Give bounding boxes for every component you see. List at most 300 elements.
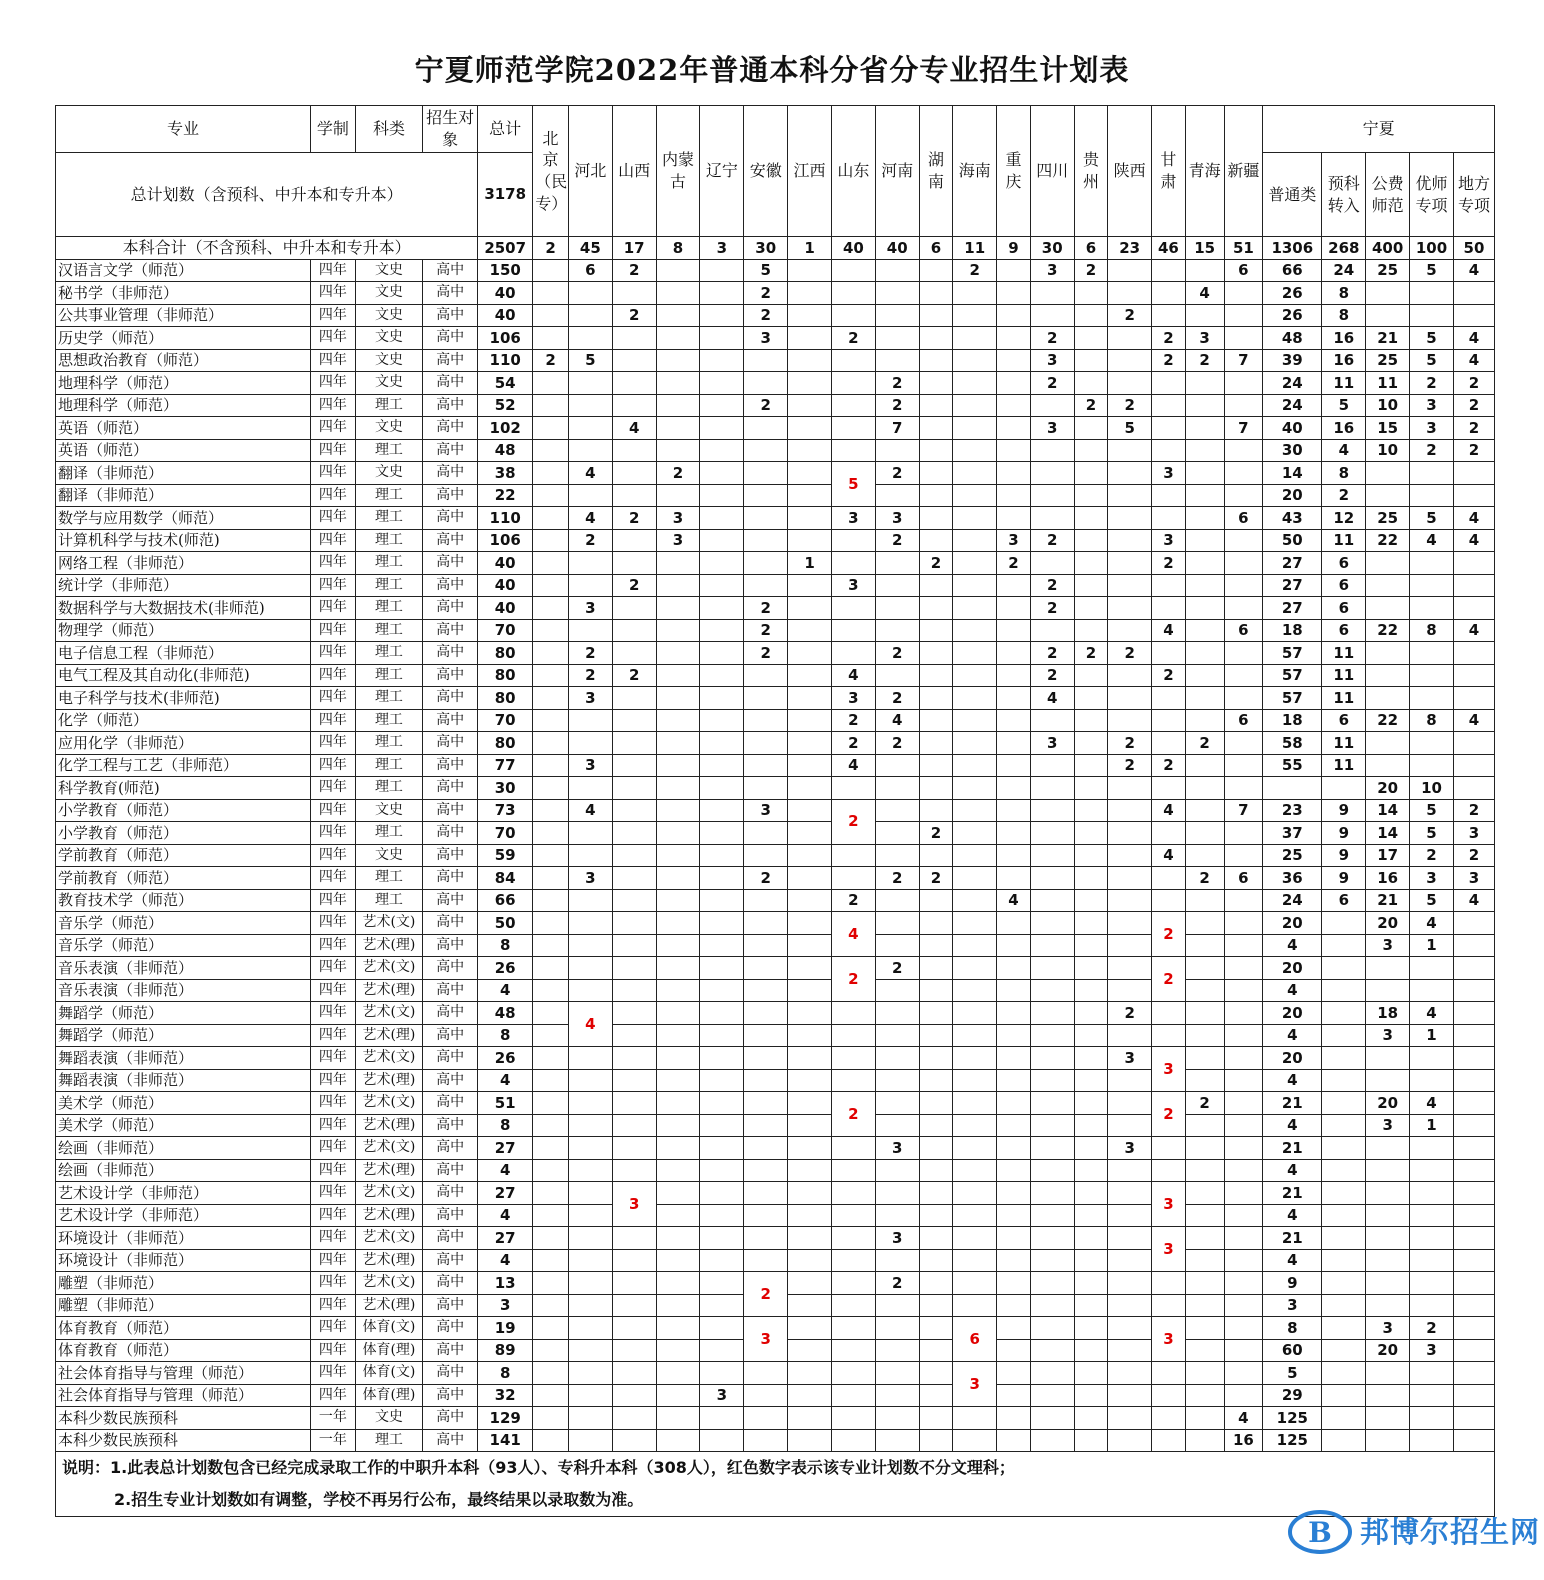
plan-value	[1030, 1092, 1074, 1115]
plan-value	[953, 417, 997, 440]
header-ningxia-sub: 优师专项	[1410, 153, 1454, 237]
plan-value	[953, 304, 997, 327]
plan-value	[1185, 259, 1224, 282]
plan-value	[744, 1227, 788, 1250]
plan-value	[875, 1317, 919, 1340]
plan-value	[612, 1249, 656, 1272]
plan-value	[875, 934, 919, 957]
plan-value: 3	[831, 574, 875, 597]
subject-category: 理工	[355, 777, 422, 800]
plan-value	[1030, 1407, 1074, 1430]
enroll-target: 高中	[423, 844, 478, 867]
plan-value	[612, 372, 656, 395]
plan-value	[1322, 1024, 1366, 1047]
study-years: 四年	[310, 979, 355, 1002]
header-ningxia-sub: 普通类	[1263, 153, 1322, 237]
plan-value	[831, 1137, 875, 1160]
plan-value	[788, 1024, 832, 1047]
plan-value	[1322, 1317, 1366, 1340]
major-name: 学前教育（师范）	[56, 867, 311, 890]
row-total: 110	[478, 349, 533, 372]
plan-value: 3	[875, 507, 919, 530]
plan-value	[533, 1429, 569, 1452]
plan-value	[919, 1317, 953, 1340]
plan-value	[831, 1272, 875, 1295]
plan-value	[1108, 1339, 1152, 1362]
plan-value: 8	[1322, 304, 1366, 327]
row-total: 27	[478, 1227, 533, 1250]
plan-value	[700, 1024, 744, 1047]
plan-value	[700, 1339, 744, 1362]
plan-value	[1224, 844, 1263, 867]
plan-value	[744, 664, 788, 687]
plan-value: 2	[1074, 259, 1108, 282]
enroll-target: 高中	[423, 1272, 478, 1295]
plan-value	[919, 912, 953, 935]
plan-value	[1152, 484, 1186, 507]
plan-value	[700, 642, 744, 665]
summary-value: 46	[1152, 237, 1186, 260]
plan-value	[875, 777, 919, 800]
plan-value	[656, 867, 700, 890]
plan-value	[1108, 327, 1152, 350]
plan-value: 7	[875, 417, 919, 440]
plan-value	[1185, 1429, 1224, 1452]
plan-value: 3	[744, 327, 788, 350]
plan-value: 4	[1410, 1092, 1454, 1115]
plan-value	[953, 1047, 997, 1070]
plan-value	[612, 327, 656, 350]
plan-value: 2	[1030, 529, 1074, 552]
plan-value: 3	[1410, 1339, 1454, 1362]
plan-value: 2	[1410, 439, 1454, 462]
plan-value: 25	[1263, 844, 1322, 867]
plan-value	[1152, 1024, 1186, 1047]
plan-value	[875, 327, 919, 350]
plan-value	[875, 889, 919, 912]
plan-value	[1224, 1249, 1263, 1272]
plan-value	[533, 642, 569, 665]
plan-value	[1074, 1384, 1108, 1407]
plan-value	[788, 754, 832, 777]
plan-value	[997, 327, 1031, 350]
plan-value	[1108, 529, 1152, 552]
row-total: 30	[478, 777, 533, 800]
plan-value	[953, 1069, 997, 1092]
plan-value	[744, 462, 788, 485]
plan-value: 4	[875, 709, 919, 732]
plan-value	[612, 709, 656, 732]
plan-value	[953, 462, 997, 485]
plan-value: 2	[612, 259, 656, 282]
major-name: 舞蹈表演（非师范）	[56, 1047, 311, 1070]
plan-value	[1074, 664, 1108, 687]
plan-value	[1185, 304, 1224, 327]
plan-value	[997, 1204, 1031, 1227]
plan-value	[788, 934, 832, 957]
plan-value	[568, 934, 612, 957]
plan-value	[1410, 574, 1454, 597]
plan-value	[875, 912, 919, 935]
plan-value	[1108, 1159, 1152, 1182]
table-row	[56, 687, 1495, 710]
plan-value: 16	[1322, 327, 1366, 350]
plan-value	[1410, 1407, 1454, 1430]
plan-value	[1366, 1182, 1410, 1205]
row-total: 51	[478, 1092, 533, 1115]
summary-value: 40	[831, 237, 875, 260]
summary-value: 6	[1074, 237, 1108, 260]
plan-value: 9	[1322, 799, 1366, 822]
plan-value	[612, 1114, 656, 1137]
plan-value	[533, 777, 569, 800]
plan-value	[875, 1339, 919, 1362]
plan-value	[612, 934, 656, 957]
plan-value: 11	[1322, 372, 1366, 395]
plan-value	[1108, 282, 1152, 305]
row-total: 40	[478, 574, 533, 597]
plan-value: 2	[612, 304, 656, 327]
plan-value	[1410, 552, 1454, 575]
plan-value	[997, 1002, 1031, 1025]
plan-value	[919, 574, 953, 597]
plan-value	[953, 1114, 997, 1137]
plan-value	[1185, 1002, 1224, 1025]
plan-value: 3	[1453, 867, 1494, 890]
header-major: 专业	[56, 106, 311, 153]
plan-value	[1453, 1339, 1494, 1362]
plan-value: 1	[1410, 1024, 1454, 1047]
row-total: 8	[478, 934, 533, 957]
plan-value	[744, 1069, 788, 1092]
enroll-target: 高中	[423, 1182, 478, 1205]
plan-value	[1453, 687, 1494, 710]
plan-value	[1224, 372, 1263, 395]
plan-value	[700, 1272, 744, 1295]
plan-value: 2	[875, 732, 919, 755]
plan-value: 4	[831, 664, 875, 687]
plan-value	[744, 1002, 788, 1025]
study-years: 四年	[310, 1317, 355, 1340]
page-title: 宁夏师范学院2022年普通本科分省分专业招生计划表	[414, 53, 1130, 87]
plan-value	[919, 709, 953, 732]
plan-value	[744, 417, 788, 440]
plan-value	[788, 1182, 832, 1205]
plan-value	[744, 1384, 788, 1407]
plan-value	[788, 822, 832, 845]
plan-value	[1074, 934, 1108, 957]
study-years: 一年	[310, 1429, 355, 1452]
plan-value	[1224, 1002, 1263, 1025]
major-name: 美术学（师范）	[56, 1114, 311, 1137]
enroll-target: 高中	[423, 1024, 478, 1047]
plan-value	[568, 732, 612, 755]
plan-value	[1224, 912, 1263, 935]
plan-value	[1410, 1047, 1454, 1070]
major-name: 化学工程与工艺（非师范）	[56, 754, 311, 777]
plan-value	[997, 777, 1031, 800]
table-row	[56, 1362, 1495, 1385]
plan-value	[1263, 777, 1322, 800]
header-province: 青海	[1185, 106, 1224, 237]
plan-value	[612, 394, 656, 417]
plan-value	[919, 754, 953, 777]
plan-value	[700, 777, 744, 800]
table-row	[56, 1159, 1495, 1182]
row-total: 77	[478, 754, 533, 777]
plan-value: 6	[1322, 889, 1366, 912]
plan-value	[1074, 1339, 1108, 1362]
summary-label: 本科合计（不含预科、中升本和专升本）	[56, 237, 478, 260]
plan-value	[953, 1429, 997, 1452]
plan-value: 9	[1263, 1272, 1322, 1295]
plan-value	[533, 867, 569, 890]
subject-category: 文史	[355, 462, 422, 485]
plan-value	[788, 1384, 832, 1407]
header-province: 山东	[831, 106, 875, 237]
row-total: 106	[478, 327, 533, 350]
plan-value	[997, 799, 1031, 822]
plan-value	[744, 1429, 788, 1452]
row-total: 106	[478, 529, 533, 552]
plan-value	[919, 1137, 953, 1160]
plan-value	[568, 912, 612, 935]
plan-value	[700, 417, 744, 440]
plan-value	[1185, 664, 1224, 687]
plan-value	[788, 1204, 832, 1227]
plan-value	[700, 1362, 744, 1385]
plan-value	[788, 259, 832, 282]
plan-value	[875, 844, 919, 867]
plan-value: 2	[1030, 372, 1074, 395]
plan-value	[997, 462, 1031, 485]
major-name: 艺术设计学（非师范）	[56, 1182, 311, 1205]
major-name: 教育技术学（师范）	[56, 889, 311, 912]
plan-value	[533, 619, 569, 642]
enroll-target: 高中	[423, 889, 478, 912]
note-line-1: 说明：1.此表总计划数包含已经完成录取工作的中职升本科（93人）、专科升本科（308人），红色数字表示该专业计划数不分文理科；	[56, 1452, 1495, 1485]
plan-value: 20	[1263, 484, 1322, 507]
enroll-target: 高中	[423, 1137, 478, 1160]
plan-value	[1224, 1069, 1263, 1092]
table-row	[56, 799, 1495, 822]
plan-value	[1030, 1159, 1074, 1182]
plan-value	[1224, 1272, 1263, 1295]
plan-value	[1074, 507, 1108, 530]
plan-value	[919, 687, 953, 710]
plan-value	[533, 372, 569, 395]
plan-value	[1366, 462, 1410, 485]
plan-value	[919, 664, 953, 687]
plan-value	[997, 372, 1031, 395]
table-row	[56, 484, 1495, 507]
plan-value	[997, 597, 1031, 620]
plan-value	[1224, 934, 1263, 957]
row-total: 48	[478, 439, 533, 462]
plan-value	[533, 259, 569, 282]
plan-value	[612, 822, 656, 845]
plan-value	[1224, 642, 1263, 665]
major-name: 舞蹈学（师范）	[56, 1024, 311, 1047]
plan-value	[744, 1362, 788, 1385]
enroll-target: 高中	[423, 1002, 478, 1025]
plan-value	[612, 1407, 656, 1430]
study-years: 四年	[310, 529, 355, 552]
plan-value	[1366, 282, 1410, 305]
plan-value	[1410, 979, 1454, 1002]
plan-value	[533, 529, 569, 552]
plan-value	[612, 1002, 656, 1025]
plan-value	[831, 1182, 875, 1205]
subject-category: 理工	[355, 619, 422, 642]
plan-value: 22	[1366, 529, 1410, 552]
subject-category: 文史	[355, 304, 422, 327]
plan-value	[612, 1339, 656, 1362]
plan-value	[1185, 642, 1224, 665]
enroll-target: 高中	[423, 1429, 478, 1452]
plan-value	[1224, 552, 1263, 575]
plan-value	[1453, 1137, 1494, 1160]
merged-red-value: 2	[831, 799, 875, 844]
table-row	[56, 462, 1495, 485]
header-province: 辽宁	[700, 106, 744, 237]
plan-value: 2	[875, 529, 919, 552]
plan-value	[700, 259, 744, 282]
enroll-target: 高中	[423, 1294, 478, 1317]
plan-value	[831, 1204, 875, 1227]
plan-value	[831, 1159, 875, 1182]
plan-value	[744, 552, 788, 575]
major-name: 地理科学（师范）	[56, 372, 311, 395]
summary-value: 1	[788, 237, 832, 260]
row-total: 27	[478, 1137, 533, 1160]
plan-value	[1366, 1159, 1410, 1182]
subject-category: 文史	[355, 372, 422, 395]
row-total: 40	[478, 304, 533, 327]
plan-value	[1224, 1182, 1263, 1205]
plan-value	[997, 1159, 1031, 1182]
plan-value	[1108, 1362, 1152, 1385]
plan-value	[1030, 1204, 1074, 1227]
plan-value: 5	[1410, 889, 1454, 912]
study-years: 四年	[310, 439, 355, 462]
merged-red-value: 2	[744, 1272, 788, 1317]
plan-value	[1366, 957, 1410, 980]
plan-value	[612, 1069, 656, 1092]
plan-value	[1410, 1272, 1454, 1295]
plan-value	[1185, 1272, 1224, 1295]
plan-value	[919, 619, 953, 642]
plan-value	[875, 1092, 919, 1115]
plan-value	[568, 957, 612, 980]
plan-value	[1224, 574, 1263, 597]
plan-value: 5	[1410, 507, 1454, 530]
plan-value	[919, 1227, 953, 1250]
merged-red-value: 2	[1152, 912, 1186, 957]
plan-value	[533, 799, 569, 822]
plan-value: 4	[1410, 912, 1454, 935]
plan-value	[1224, 822, 1263, 845]
plan-value	[744, 1204, 788, 1227]
plan-value	[1108, 259, 1152, 282]
plan-value: 2	[831, 709, 875, 732]
plan-value	[1108, 574, 1152, 597]
plan-value: 4	[1453, 889, 1494, 912]
plan-value: 2	[1108, 1002, 1152, 1025]
plan-value	[1410, 282, 1454, 305]
plan-value	[953, 777, 997, 800]
enroll-target: 高中	[423, 462, 478, 485]
plan-value	[1185, 889, 1224, 912]
study-years: 四年	[310, 1002, 355, 1025]
plan-value: 3	[1030, 259, 1074, 282]
plan-value	[1108, 372, 1152, 395]
plan-value	[1322, 1227, 1366, 1250]
plan-value	[1152, 1429, 1186, 1452]
plan-value	[1185, 844, 1224, 867]
row-total: 3	[478, 1294, 533, 1317]
plan-value	[953, 934, 997, 957]
plan-value	[533, 552, 569, 575]
plan-value	[1366, 484, 1410, 507]
table-row	[56, 1249, 1495, 1272]
plan-value	[1108, 552, 1152, 575]
plan-value	[568, 484, 612, 507]
plan-value: 21	[1263, 1182, 1322, 1205]
plan-value	[1030, 552, 1074, 575]
subject-category: 理工	[355, 394, 422, 417]
study-years: 四年	[310, 1159, 355, 1182]
table-row	[56, 417, 1495, 440]
study-years: 四年	[310, 349, 355, 372]
subject-category: 文史	[355, 349, 422, 372]
plan-value: 2	[744, 619, 788, 642]
plan-value	[875, 1384, 919, 1407]
plan-value	[1453, 732, 1494, 755]
plan-value	[1185, 484, 1224, 507]
plan-value	[831, 1339, 875, 1362]
plan-value	[533, 732, 569, 755]
plan-value: 20	[1263, 912, 1322, 935]
plan-value: 3	[1152, 529, 1186, 552]
plan-value	[656, 1227, 700, 1250]
plan-value	[1030, 507, 1074, 530]
plan-value	[656, 822, 700, 845]
plan-value	[656, 327, 700, 350]
plan-value	[1322, 1002, 1366, 1025]
enroll-target: 高中	[423, 777, 478, 800]
plan-value	[953, 529, 997, 552]
table-row	[56, 957, 1495, 980]
plan-value	[788, 664, 832, 687]
plan-value	[1185, 462, 1224, 485]
plan-value	[1453, 1407, 1494, 1430]
plan-value	[1108, 867, 1152, 890]
subject-category: 艺术(文)	[355, 1092, 422, 1115]
plan-value	[656, 349, 700, 372]
header-category: 科类	[355, 106, 422, 153]
major-name: 电子科学与技术(非师范)	[56, 687, 311, 710]
study-years: 四年	[310, 777, 355, 800]
plan-value: 1	[1410, 934, 1454, 957]
plan-value	[656, 304, 700, 327]
plan-value	[1224, 1204, 1263, 1227]
plan-value: 3	[1366, 934, 1410, 957]
plan-value	[1322, 1047, 1366, 1070]
plan-value	[1453, 484, 1494, 507]
plan-value	[612, 799, 656, 822]
plan-value	[831, 1317, 875, 1340]
